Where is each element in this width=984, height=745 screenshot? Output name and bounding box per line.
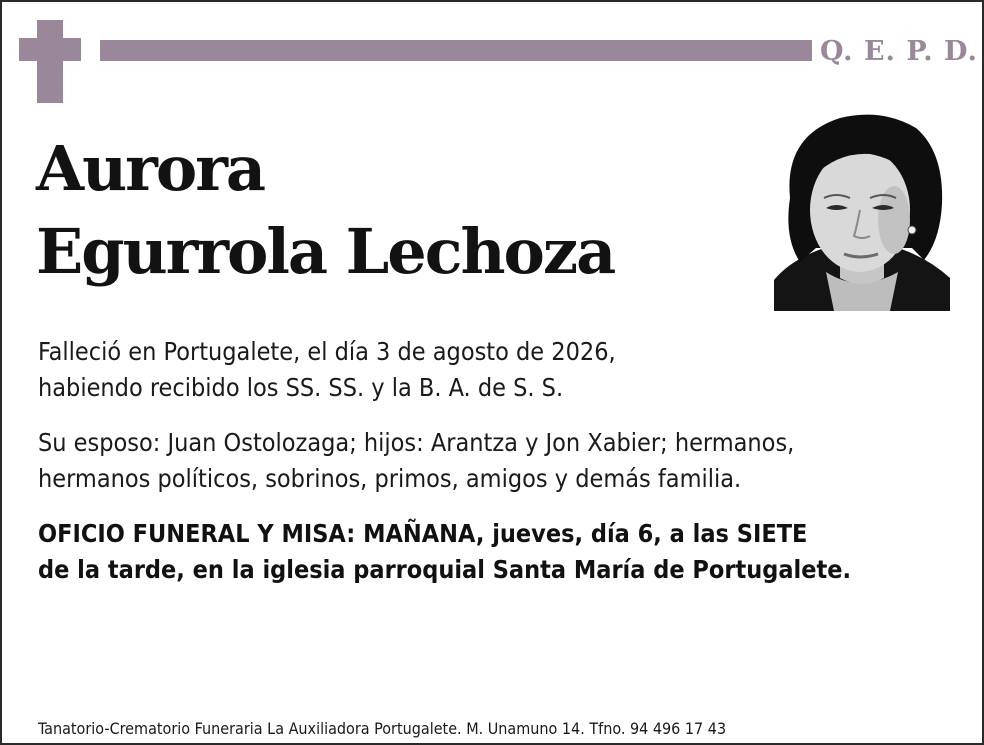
cross-horizontal-bar bbox=[19, 38, 81, 61]
funeral-home-footer: Tanatorio-Crematorio Funeraria La Auxiliadora Portugalete. M. Unamuno 14. Tfno. 94 496 17 43 bbox=[38, 719, 727, 738]
family-line-2: hermanos políticos, sobrinos, primos, amigos y demás familia. bbox=[38, 464, 742, 493]
death-line-2: habiendo recibido los SS. SS. y la B. A. de S. S. bbox=[38, 373, 564, 402]
funeral-line-2: de la tarde, en la iglesia parroquial Santa María de Portugalete. bbox=[38, 555, 852, 584]
qepd-heading: Q. E. P. D. bbox=[820, 36, 978, 67]
death-paragraph bbox=[38, 334, 616, 406]
death-line-1: Falleció en Portugalete, el día 3 de agosto de 2026, bbox=[38, 337, 616, 366]
funeral-paragraph bbox=[38, 516, 851, 588]
portrait-photo bbox=[774, 112, 950, 311]
deceased-first-name: Aurora bbox=[36, 132, 265, 205]
funeral-line-1: OFICIO FUNERAL Y MISA: MAÑANA, jueves, día 6, a las SIETE bbox=[38, 519, 808, 548]
cross-vertical-bar bbox=[37, 20, 63, 103]
family-line-1: Su esposo: Juan Ostolozaga; hijos: Arantza y Jon Xabier; hermanos, bbox=[38, 428, 795, 457]
family-paragraph bbox=[38, 425, 794, 497]
header-rule bbox=[100, 40, 812, 61]
deceased-surnames: Egurrola Lechoza bbox=[36, 215, 615, 288]
